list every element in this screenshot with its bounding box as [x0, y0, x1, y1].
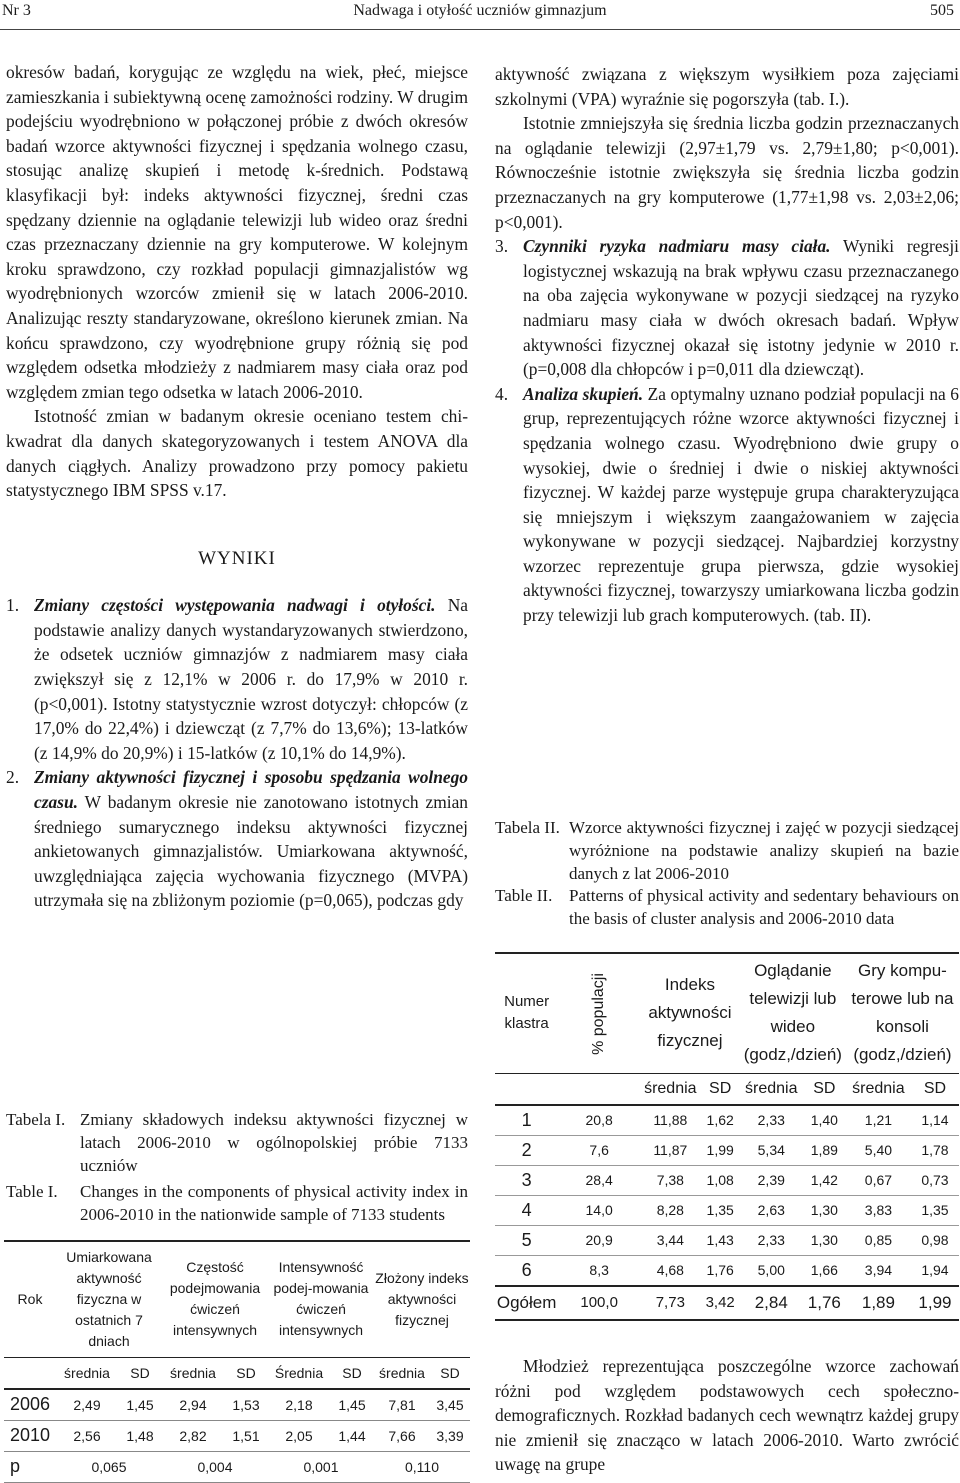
value-cell: 1,21	[846, 1105, 911, 1136]
subheader-cell: SD	[803, 1073, 846, 1105]
pct-cell: 14,0	[558, 1195, 640, 1225]
value-cell: 1,43	[701, 1225, 740, 1255]
value-cell: 1,66	[803, 1255, 846, 1286]
p-value-cell: 0,004	[162, 1451, 268, 1482]
item-title: Zmiany częstości występowania nadwagi i otyłości.	[34, 595, 436, 616]
subheader-cell: SD	[701, 1073, 740, 1105]
value-cell: 4,68	[640, 1255, 701, 1286]
value-cell: 1,35	[911, 1195, 959, 1225]
running-title: Nadwaga i otyłość uczniów gimnazjum	[353, 2, 607, 19]
value-cell: 3,44	[640, 1225, 701, 1255]
pct-cell: 20,9	[558, 1225, 640, 1255]
caption-text: Wzorce aktywności fizycznej i zajęć w pozycji siedzącej wyróżnione na podstawie analizy skupień na bazie danych z lat 2006-2010	[569, 818, 959, 883]
subheader-row	[4, 1357, 470, 1389]
value-cell: 1,30	[803, 1225, 846, 1255]
value-cell: 1,40	[803, 1105, 846, 1136]
statistics-paragraph: Istotność zmian w badanym okresie oceniano testem chi-kwadrat dla danych skategoryzowanych i testem ANOVA dla danych ciągłych. Analizy prowadzono przy pomocy pakietu statystycznego IBM SPSS v.17.	[6, 406, 468, 501]
item-number: 3.	[495, 236, 509, 257]
right-column	[495, 62, 959, 628]
table-row	[4, 1420, 470, 1451]
table1-caption-en	[6, 1180, 468, 1226]
col-header-composite-index: Złożony indeks aktywności fizycznej	[374, 1241, 470, 1357]
col-header-intense-frequency: Częstość podejmowania ćwiczeń intensywnych	[162, 1241, 268, 1357]
value-cell: 2,84	[740, 1286, 803, 1320]
pct-cell: 28,4	[558, 1165, 640, 1195]
item-title: Czynniki ryzyka nadmiaru masy ciała.	[523, 236, 831, 257]
subheader-cell: SD	[330, 1357, 374, 1389]
cluster-cell: 2	[495, 1135, 558, 1165]
value-cell: 0,73	[911, 1165, 959, 1195]
table2-caption-pl	[495, 816, 959, 885]
cluster-cell: 6	[495, 1255, 558, 1286]
caption-text: Patterns of physical activity and sedentary behaviours on the basis of cluster analysis and 2006-2010 data	[569, 886, 959, 928]
value-cell: 0,67	[846, 1165, 911, 1195]
item-text: W badanym okresie nie zanotowano istotnych zmian średniego sumarycznego indeksu aktywności fizycznej ankietowanych gimnazjalistów. Umiarkowana aktywność, uwzględniająca zajęcia wychowania fizycznego (MVPA) utrzymała się na zbliżonym poziomie (p=0,065), podczas gdy	[34, 792, 468, 911]
p-value-cell: 0,110	[374, 1451, 470, 1482]
cluster-cell: 5	[495, 1225, 558, 1255]
value-cell: 2,18	[268, 1389, 330, 1421]
table-row	[495, 1105, 959, 1136]
value-cell: 1,94	[911, 1255, 959, 1286]
col-header-tv: Oglądanie telewizji lub wideo (godz,/dzień)	[740, 953, 846, 1073]
value-cell: 2,05	[268, 1420, 330, 1451]
item-title: Analiza skupień.	[523, 383, 644, 404]
col-header-intense-intensity: Intensywność podej-mowania ćwiczeń intensywnych	[268, 1241, 374, 1357]
value-cell: 1,99	[911, 1286, 959, 1320]
caption-label: Tabela II.	[495, 818, 560, 837]
value-cell: 2,94	[162, 1389, 224, 1421]
value-cell: 2,56	[56, 1420, 118, 1451]
page-header	[0, 0, 960, 26]
result-item-4	[495, 382, 959, 628]
value-cell: 1,45	[330, 1389, 374, 1421]
pct-cell: 100,0	[558, 1286, 640, 1320]
subheader-cell: SD	[911, 1073, 959, 1105]
result-item-3	[495, 234, 959, 382]
methods-paragraph: okresów badań, korygując ze względu na wiek, płeć, miejsce zamieszkania i subiektywną ocenę zamożności rodziny. W drugim podejściu wyodrębniono w połączonej próbie z dwóch okresów badań wzorce aktywności fizycznej i spędzania wolnego czasu, stosując analizę skupień i metodę k-średnich. Podstawą klasyfikacji był: indeks aktywności fizycznej, średni czas spędzany dziennie na oglądanie telewizji lub wideo oraz średni czas przeznaczany dziennie na gry komputerowe. W kolejnym kroku sprawdzono, czy rozkład populacji gimnazjalistów wg wyodrębnionych wzorców zmienił się w latach 2006-2010. Analizując reszty standaryzowane, określono kierunek zmian. Na końcu sprawdzono, czy wyodrębnione grupy różnią się pod względem odsetka młodzieży z nadmiarem masy ciała oraz pod względem zmian tego odsetka w latach 2006-2010.	[6, 62, 468, 402]
item-number: 4.	[495, 383, 509, 404]
value-cell: 1,30	[803, 1195, 846, 1225]
value-cell: 1,76	[803, 1286, 846, 1320]
subheader-cell: średnia	[846, 1073, 911, 1105]
col-header-moderate-activity: Umiarkowana aktywność fizyczna w ostatnich 7 dniach	[56, 1241, 162, 1357]
p-value-cell: 0,001	[268, 1451, 374, 1482]
tv-games-paragraph: Istotnie zmniejszyła się średnia liczba godzin przeznaczanych na oglądanie telewizji (2,97±1,79 vs. 2,79±1,80; p<0,001). Równocześnie istotnie zwiększyła się średnia liczba godzin przeznaczanych na gry komputerowe (1,77±1,98 vs. 2,03±2,06; p<0,001).	[495, 113, 959, 232]
value-cell: 7,81	[374, 1389, 430, 1421]
value-cell: 0,98	[911, 1225, 959, 1255]
left-column	[6, 60, 468, 913]
subheader-cell: średnia	[640, 1073, 701, 1105]
value-cell: 1,44	[330, 1420, 374, 1451]
col-header-cluster: Numer klastra	[495, 953, 558, 1073]
result-item-1	[6, 593, 468, 765]
right-column-bottom	[495, 1354, 959, 1477]
caption-label: Tabela I.	[6, 1110, 66, 1129]
subheader-cell: średnia	[740, 1073, 803, 1105]
value-cell: 1,48	[118, 1420, 162, 1451]
value-cell: 1,89	[803, 1135, 846, 1165]
value-cell: 0,85	[846, 1225, 911, 1255]
item-number: 2.	[6, 767, 20, 788]
value-cell: 1,99	[701, 1135, 740, 1165]
caption-label: Table II.	[495, 886, 553, 905]
col-header-games: Gry kompu-terowe lub na konsoli (godz,/dzień)	[846, 953, 959, 1073]
value-cell: 11,88	[640, 1105, 701, 1136]
item-text: Wyniki regresji logistycznej wskazują na brak wpływu czasu przeznaczanego na oba zajęcia wykonywane w pozycji siedzącej na ryzyko nadmiaru masy ciała w dwóch okresach badań. Wpływ aktywności fizycznej okazał się istotny jedynie w 2010 r. (p=0,008 dla chłopców i p=0,011 dla dziewcząt).	[523, 236, 959, 380]
table-row	[495, 1165, 959, 1195]
cluster-cell: 4	[495, 1195, 558, 1225]
col-header-population-pct: % populacji	[558, 953, 640, 1073]
value-cell: 2,63	[740, 1195, 803, 1225]
cluster-cell: 1	[495, 1105, 558, 1136]
value-cell: 3,94	[846, 1255, 911, 1286]
subheader-cell: średnia	[374, 1357, 430, 1389]
subheader-row	[495, 1073, 959, 1105]
subheader-cell: średnia	[162, 1357, 224, 1389]
table1-caption-pl	[6, 1108, 468, 1177]
value-cell: 2,33	[740, 1225, 803, 1255]
item-text: Na podstawie analizy danych wystandaryzowanych stwierdzono, że odsetek uczniów gimnazjów z nadmiarem masy ciała zwiększył się z 12,1% w 2006 r. do 17,9% w 2010 r. (p<0,001). Istotny statystycznie wzrost dotyczył: chłopców (z 17,0% do 22,4%) i dziewcząt (z 7,7% do 13,6%); 13-latków (z 14,9% do 20,9%) i 15-latków (z 10,1% do 14,9%).	[34, 595, 468, 763]
total-label: Ogółem	[495, 1286, 558, 1320]
p-value-row	[4, 1451, 470, 1482]
p-label: p	[4, 1451, 56, 1482]
col-header-year: Rok	[4, 1241, 56, 1357]
value-cell: 1,53	[224, 1389, 268, 1421]
pct-cell: 7,6	[558, 1135, 640, 1165]
value-cell: 3,39	[430, 1420, 470, 1451]
value-cell: 2,49	[56, 1389, 118, 1421]
value-cell: 5,34	[740, 1135, 803, 1165]
caption-label: Table I.	[6, 1182, 58, 1201]
pct-cell: 20,8	[558, 1105, 640, 1136]
item-title: Zmiany aktywności fizycznej i sposobu spędzania wolnego czasu.	[34, 767, 468, 813]
value-cell: 7,38	[640, 1165, 701, 1195]
value-cell: 7,73	[640, 1286, 701, 1320]
table-1	[4, 1240, 470, 1483]
value-cell: 1,78	[911, 1135, 959, 1165]
item-text: Za optymalny uznano podział populacji na 6 grup, reprezentujących różne wzorce aktywności fizycznej i spędzania wolnego czasu. Wyodrębniono dwie grupy o wysokiej, dwie o średniej i dwie o niskiej aktywności fizycznej. W każdej parze występuje grupa charakteryzująca się mniejszym i większym zaangażowaniem w zajęcia wykonywane w pozycji siedzącej. Najbardziej korzystny wzorzec reprezentuje grupa pierwsza, gdzie wysokiej aktywności fizycznej, towarzyszy umiarkowana liczba godzin przy telewizji lub grach komputerowych. (tab. II).	[523, 383, 959, 626]
value-cell: 1,89	[846, 1286, 911, 1320]
subheader-cell: SD	[430, 1357, 470, 1389]
table-2	[495, 952, 959, 1321]
item-number: 1.	[6, 595, 20, 616]
value-cell: 1,51	[224, 1420, 268, 1451]
page-number: 505	[930, 2, 954, 19]
table-row	[495, 1255, 959, 1286]
table-row	[495, 1195, 959, 1225]
table-row	[495, 1135, 959, 1165]
continuation-paragraph: aktywność związana z większym wysiłkiem poza zajęciami szkolnymi (VPA) wyraźnie się pogorszyła (tab. I.).	[495, 64, 959, 109]
issue-number: Nr 3	[2, 2, 31, 19]
value-cell: 1,76	[701, 1255, 740, 1286]
caption-text: Zmiany składowych indeksu aktywności fizycznej w latach 2006-2010 w ogólnopolskiej próbie 7133 uczniów	[80, 1110, 468, 1175]
value-cell: 1,35	[701, 1195, 740, 1225]
caption-text: Changes in the components of physical activity index in 2006-2010 in the nationwide sample of 7133 students	[80, 1182, 468, 1224]
subheader-cell: średnia	[56, 1357, 118, 1389]
value-cell: 5,00	[740, 1255, 803, 1286]
value-cell: 8,28	[640, 1195, 701, 1225]
value-cell: 3,45	[430, 1389, 470, 1421]
value-cell: 1,42	[803, 1165, 846, 1195]
table-row	[495, 1225, 959, 1255]
year-cell: 2006	[4, 1389, 56, 1421]
value-cell: 1,62	[701, 1105, 740, 1136]
value-cell: 2,39	[740, 1165, 803, 1195]
value-cell: 1,45	[118, 1389, 162, 1421]
table-row	[4, 1389, 470, 1421]
subheader-cell: SD	[118, 1357, 162, 1389]
value-cell: 7,66	[374, 1420, 430, 1451]
subheader-cell: SD	[224, 1357, 268, 1389]
p-value-cell: 0,065	[56, 1451, 162, 1482]
pct-cell: 8,3	[558, 1255, 640, 1286]
result-item-2	[6, 765, 468, 913]
value-cell: 11,87	[640, 1135, 701, 1165]
value-cell: 3,83	[846, 1195, 911, 1225]
subheader-cell: Średnia	[268, 1357, 330, 1389]
total-row	[495, 1286, 959, 1320]
col-header-activity-index: Indeks aktywności fizycznej	[640, 953, 740, 1073]
section-heading-results: WYNIKI	[198, 547, 276, 569]
closing-paragraph: Młodzież reprezentująca poszczególne wzorce zachowań różni pod względem podstawowych cech społeczno-demograficznych. Rozkład badanych cech wewnątrz każdej grupy nie zmienił się znacząco w latach 2006-2010. Warto zwrócić uwagę na grupe	[495, 1356, 959, 1475]
value-cell: 1,14	[911, 1105, 959, 1136]
value-cell: 3,42	[701, 1286, 740, 1320]
table2-caption-en	[495, 884, 959, 930]
year-cell: 2010	[4, 1420, 56, 1451]
value-cell: 2,33	[740, 1105, 803, 1136]
value-cell: 2,82	[162, 1420, 224, 1451]
cluster-cell: 3	[495, 1165, 558, 1195]
value-cell: 1,08	[701, 1165, 740, 1195]
value-cell: 5,40	[846, 1135, 911, 1165]
header-rule	[0, 29, 960, 30]
